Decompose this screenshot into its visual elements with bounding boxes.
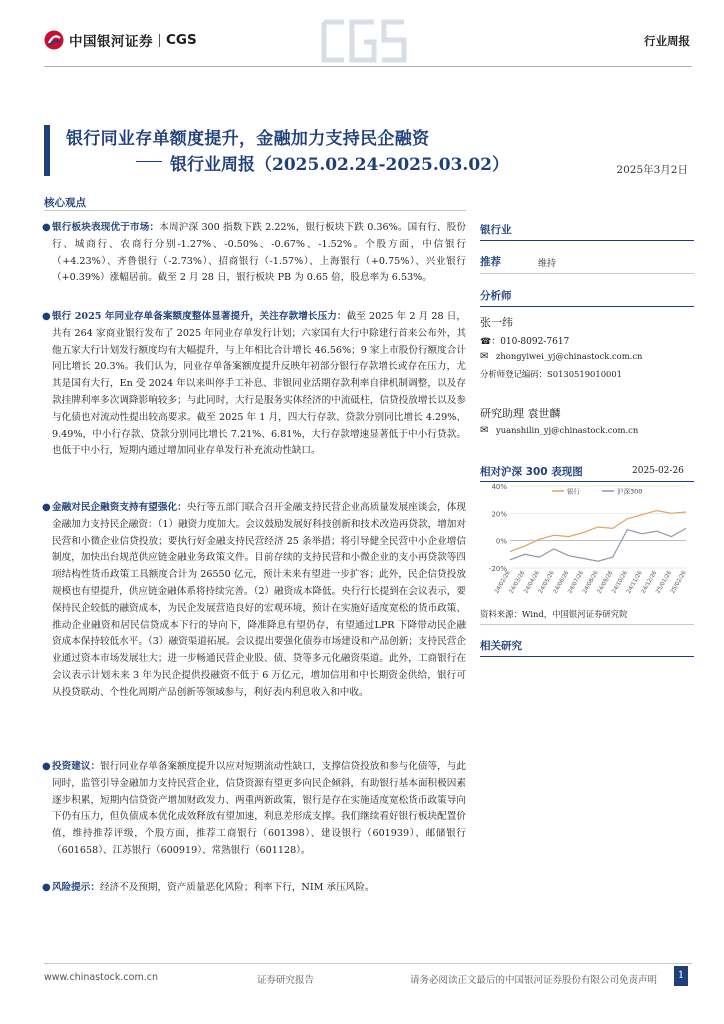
- sidebar-divider: [480, 240, 694, 241]
- logo-english-name: CGS: [166, 32, 197, 48]
- paragraph-risk-warning: [42, 880, 466, 897]
- page-header: [0, 0, 724, 70]
- chart-x-tick-label: 24/02/26: [493, 570, 512, 595]
- paragraph-lead: 风险提示：: [52, 882, 100, 893]
- core-views-divider: [44, 210, 466, 211]
- chart-x-tick-label: 25/02/26: [669, 570, 688, 595]
- paragraph-body: 央行等五部门联合召开金融支持民营企业高质量发展座谈会，体现金融加力支持民企融资：（1）融资力度加大。会议鼓励发展好科技创新和技术改造再贷款，增加对民营和小微企业信贷投放；要执行好金融支持民营经济 25 条举措；将引导健全民营中小企业增信制度，加快出台规范供应链金融业务政策文件。目前存续的支持民营和小微企业的支小再贷款等四项结构性货币政策工具额度合计为 26550 亿元，预计未来有望进一步扩容；此外，民企信贷投放规模也有望提升，供应链金融体系将持续完善。（2）融资成本降低。央行行长提到在会议表示，要保持民企较低的融资成本，为民企发展营造良好的宏观环境，预计在实施好适度宽松的货币政策、推动企业融资和居民信贷成本下行的导向下，降准降息有望仍存，有望通过LPR 下降带动民企融资成本保持较低水平。（3）融资渠道拓展。会议提出要强化债券市场建设和产品创新；支持民营企业通过资本市场发展壮大；进一步畅通民营企业股、债、贷等多元化融资渠道。此外，工商银行在会议表示计划未来 3 年为民企提供投融资不低于 6 万亿元，增加信用和中长期资金供给，银行可从投贷联动、个性化周期产品创新等领域参与，利好表内利息收入和中收。: [52, 502, 467, 698]
- core-views-heading: 核心观点: [44, 197, 86, 209]
- subtitle-dash: [136, 161, 162, 162]
- title-accent-bar: [44, 125, 50, 176]
- chart-y-ticks: [489, 483, 507, 573]
- cgs-watermark-icon: [318, 14, 408, 66]
- analyst-section-heading: 分析师: [480, 290, 512, 302]
- chart-legend: [552, 487, 642, 496]
- chart-y-tick-label: 20%: [491, 510, 507, 519]
- paragraph-body: 截至 2025 年 2 月 28 日，共有 264 家商业银行发布了 2025 年同业存单发行计划；六家国有大行中除建行首来公布外，其他五家大行计划发行额度均有大幅提升，与上年相比合计增长 46.56%；9 家上市股份行额度合计同比增长 20.3%。我们认为，同业存单备案额度提升反映年初部分银行存款增长或存在压力，尤其是国有大行，En 受 2024 年以来叫停手工补息、非银同业活期存款利率自律机制调整，以及存款挂牌利率多次调降影响较多；与此同时，大行是服务实体经济的中流砥柱，信贷投放增长以及参与化债也对流动性提出较高要求。截至 2025 年 1 月，四大行存款、贷款分别同比增长 4.29%、9.49%，中小行存款、贷款分别同比增长 7.21%、6.81%，大行存款增速显著低于中小行贷款。也低于中小行，短期内通过增加同业存单发行补充流动性缺口。: [52, 311, 466, 457]
- bullet-icon: ●: [42, 222, 51, 233]
- sidebar-divider: [480, 273, 694, 274]
- related-research-heading: 相关研究: [480, 640, 522, 652]
- chart-x-ticks: [494, 570, 688, 595]
- cgs-logo-icon: [44, 30, 64, 50]
- logo-divider: [159, 34, 160, 47]
- chart-x-tick-label: 24/10/26: [611, 570, 630, 595]
- bullet-icon: ●: [42, 311, 51, 322]
- paragraph-body: 本周沪深 300 指数下跌 2.22%，银行板块下跌 0.36%。国有行、股份行、城商行、农商行分别-1.27%、-0.50%、-0.67%、-1.52%。个股方面，中信银行（+4.23%）、齐鲁银行（-2.73%）、招商银行（-1.57%）、上海银行（+0.75%）、兴业银行（+0.39%）涨幅居前。截至 2 月 28 日，银行板块 PB 为 0.65 倍，股息率为 6.53%。: [52, 222, 466, 284]
- chart-x-tick-label: 24/11/26: [625, 570, 644, 595]
- page-number: 1: [674, 966, 688, 986]
- chart-source: 资料来源：Wind，中国银河证券研究院: [480, 609, 628, 619]
- bullet-icon: ●: [42, 502, 51, 513]
- paragraph-ncd-quota: [42, 309, 466, 460]
- assistant-email[interactable]: yuanshilin_yj@chinastock.com.cn: [496, 425, 639, 435]
- paragraph-lead: 银行 2025 年同业存单备案额度整体显著提升，关注存款增长压力：: [52, 311, 347, 322]
- chart-x-tick-label: 24/05/26: [537, 570, 556, 595]
- email-icon: ✉: [480, 425, 489, 436]
- chart-x-tick-label: 24/06/26: [552, 570, 571, 595]
- chart-y-tick-label: 0%: [495, 537, 507, 546]
- report-title: 银行同业存单额度提升，金融加力支持民企融资: [66, 129, 430, 149]
- paragraph-lead: 投资建议：: [52, 761, 101, 772]
- chart-x-tick-label: 25/01/26: [655, 570, 674, 595]
- paragraph-investment-advice: [42, 759, 467, 860]
- chart-legend-label: 沪深300: [617, 487, 643, 496]
- industry-label: 银行业: [480, 224, 512, 236]
- chart-x-tick-label: 24/04/26: [523, 570, 542, 595]
- research-assistant: 研究助理 袁世麟: [480, 407, 561, 420]
- footer-divider: [44, 963, 692, 964]
- chart-x-tick-label: 24/03/26: [508, 570, 527, 595]
- chart-x-tick-label: 24/08/26: [581, 570, 600, 595]
- sidebar-divider: [480, 306, 694, 307]
- analyst-cert-code: 分析师登记编码：S0130519010001: [480, 369, 623, 379]
- chart-date: 2025-02-26: [632, 466, 684, 476]
- chart-series-line: [510, 528, 686, 561]
- analyst-email[interactable]: zhongyiwei_yj@chinastock.com.cn: [496, 351, 643, 361]
- footer-report-label: 证券研究报告: [257, 975, 315, 986]
- company-logo[interactable]: [44, 30, 197, 50]
- paragraph-market-performance: [42, 220, 466, 287]
- analyst-phone: ☎：010-8092-7617: [480, 337, 570, 347]
- rating-value: 维持: [538, 259, 557, 269]
- paragraph-body: 经济不及预期，资产质量恶化风险；利率下行，NIM 承压风险。: [99, 882, 375, 893]
- footer-website-link[interactable]: www.chinastock.com.cn: [44, 972, 158, 983]
- bullet-icon: ●: [42, 882, 51, 893]
- chart-x-tick-label: 24/07/26: [567, 570, 586, 595]
- rating-label: 推荐: [480, 256, 501, 268]
- report-subtitle: 银行业周报（2025.02.24-2025.03.02）: [170, 155, 509, 175]
- analyst-name: 张一纬: [480, 316, 513, 329]
- sidebar-divider: [480, 624, 694, 625]
- logo-chinese-name: 中国银河证券: [69, 34, 153, 50]
- paragraph-private-enterprise-finance: [42, 500, 467, 702]
- email-icon: ✉: [480, 351, 489, 362]
- sidebar-divider: [480, 656, 694, 657]
- chart-section-heading: 相对沪深 300 表现图: [480, 466, 583, 478]
- chart-y-tick-label: -20%: [488, 565, 507, 573]
- paragraph-body: 银行同业存单备案额度提升以应对短期流动性缺口，支撑信贷投放和参与化债等，与此同时，监管引导金融加力支持民营企业，信贷资源有望更多向民企倾斜，有助银行基本面积极因素逐步积累，短期内信贷资产增加财政发力、两重两新政策，银行是存在实施适度宽松货币政策导向下仍有压力，但负债成本优化成效释放有望加速，利息差形成支撑。我们继续看好银行板块配置价值，维持推荐评级，个股方面，推荐工商银行（601398）、建设银行（601939）、邮储银行（601658）、江苏银行（600919）、常熟银行（601128）。: [52, 761, 467, 856]
- report-type-label: 行业周报: [644, 34, 690, 48]
- chart-y-tick-label: 40%: [491, 483, 507, 491]
- chart-series-line: [510, 511, 686, 552]
- header-divider: [44, 66, 692, 67]
- paragraph-lead: 金融对民企融资支持有望强化：: [52, 502, 187, 513]
- footer-disclaimer: 请务必阅读正文最后的中国银河证券股份有限公司免责声明: [410, 975, 658, 986]
- report-date: 2025年3月2日: [616, 164, 688, 176]
- paragraph-lead: 银行板块表现优于市场：: [52, 222, 160, 233]
- chart-x-tick-label: 24/09/26: [596, 570, 615, 595]
- chart-series: [510, 511, 686, 562]
- chart-x-tick-label: 24/12/26: [640, 570, 659, 595]
- chart-legend-label: 银行: [567, 487, 580, 496]
- relative-performance-chart: [482, 482, 692, 600]
- bullet-icon: ●: [42, 761, 51, 772]
